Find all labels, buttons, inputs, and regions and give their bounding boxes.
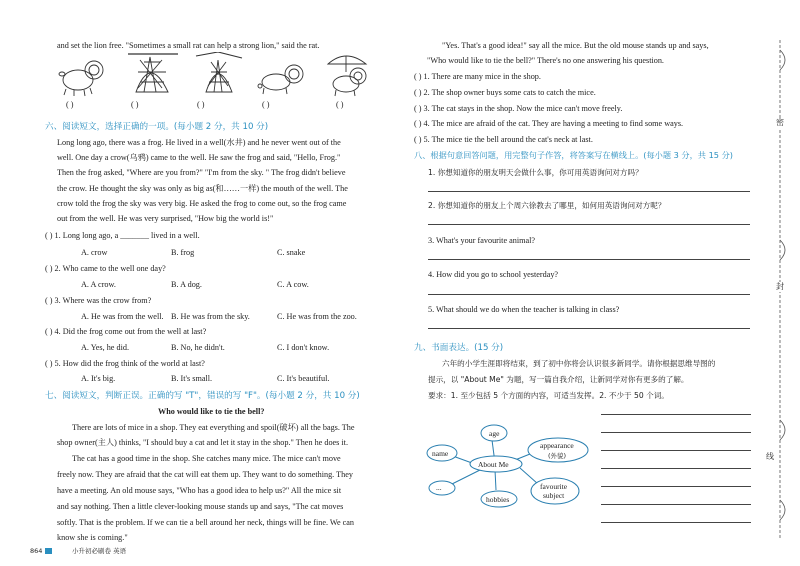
story-ending-line: and set the lion free. "Sometimes a small rat can help a strong lion," said the rat. (57, 41, 320, 50)
section-6-title: 六、阅读短文，选择正确的一项。(每小题 2 分，共 10 分) (45, 122, 269, 132)
q1-option-c[interactable]: C. snake (277, 248, 306, 257)
question-1[interactable]: ( ) 1. Long long ago, a _______ lived in a well. (45, 231, 200, 240)
mindmap-favourite: favourite (540, 482, 568, 491)
writing-prompt-1: 六年的小学生涯即将结束，到了初中你将会认识很多新同学。请你根据思维导图的 (442, 359, 716, 368)
lion-picture-1 (59, 61, 103, 96)
answer-line-1[interactable] (428, 191, 750, 192)
writing-line-1[interactable] (601, 414, 751, 415)
writing-line-5[interactable] (601, 486, 751, 487)
section-8-title: 八、根据句意回答问题，用完整句子作答，将答案写在横线上。(每小题 3 分，共 15 分) (414, 150, 733, 160)
sec8-question-4: 4. How did you go to school yesterday? (428, 270, 559, 279)
passage-line-5: have a meeting. An old mouse says, "Who has a good idea to help us?" All the mice sit (57, 486, 342, 495)
writing-line-2[interactable] (601, 432, 751, 433)
passage-line-8: know she is coming." (57, 533, 128, 542)
passage-line-4: freely now. They are afraid that the cat will eat them up. They want to do something. They (57, 470, 353, 479)
q2-option-c[interactable]: C. A cow. (277, 280, 309, 289)
lion-in-net-picture (128, 54, 178, 92)
story-line-3: Then the frog asked, "Where are you from?" "I'm from the sky. " The frog didn't believe (57, 168, 346, 177)
tf-question-2[interactable]: ( ) 2. The shop owner buys some cats to catch the mice. (414, 88, 596, 97)
sec8-question-1: 1. 你想知道你的朋友明天会做什么事，你可用英语询问对方吗？ (428, 168, 643, 177)
mindmap-hobbies: hobbies (486, 495, 510, 504)
mindmap-subject: subject (543, 491, 565, 500)
about-me-mindmap (420, 418, 600, 518)
q5-option-b[interactable]: B. It's small. (171, 374, 213, 383)
mindmap-age: age (489, 429, 500, 438)
mindmap-more: ... (436, 483, 442, 492)
picture-sequence (56, 52, 386, 103)
writing-line-6[interactable] (601, 504, 751, 505)
writing-line-3[interactable] (601, 450, 751, 451)
picture-answer-3[interactable]: ( ) (197, 100, 205, 109)
mindmap-center: About Me (478, 460, 509, 469)
q1-option-a[interactable]: A. crow (81, 248, 108, 257)
tf-question-3[interactable]: ( ) 3. The cat stays in the shop. Now the mice can't move freely. (414, 104, 623, 113)
question-2[interactable]: ( ) 2. Who came to the well one day? (45, 264, 166, 273)
passage-continuation-1: "Yes. That's a good idea!" say all the mice. But the old mouse stands up and says, (442, 41, 709, 50)
tf-question-5[interactable]: ( ) 5. The mice tie the bell around the cat's neck at last. (414, 135, 593, 144)
seal-char-1: 密 (776, 118, 784, 127)
answer-line-3[interactable] (428, 259, 750, 260)
story-line-1: Long long ago, there was a frog. He lived in a well(水井) and he never went out of the (57, 138, 341, 147)
section-7-title: 七、阅读短文，判断正误。正确的写 "T"，错误的写 "F"。(每小题 2 分，共 10 分) (45, 391, 360, 401)
q5-option-c[interactable]: C. It's beautiful. (277, 374, 330, 383)
q3-option-c[interactable]: C. He was from the zoo. (277, 312, 357, 321)
picture-answer-4[interactable]: ( ) (262, 100, 270, 109)
q5-option-a[interactable]: A. It's big. (81, 374, 116, 383)
passage-line-3: The cat has a good time in the shop. She catches many mice. The mice can't move (72, 454, 341, 463)
picture-answer-1[interactable]: ( ) (66, 100, 74, 109)
mindmap-appearance: appearance (540, 441, 574, 450)
mindmap-appearance-cn: (外貌) (548, 452, 567, 460)
rat-biting-net-picture (196, 52, 242, 92)
q4-option-c[interactable]: C. I don't know. (277, 343, 330, 352)
passage-line-6: and say nothing. Then a little clever-looking mouse stands up and says, "The cat moves (57, 502, 344, 511)
picture-answer-5[interactable]: ( ) (336, 100, 344, 109)
passage-line-7: softly. That is the problem. If we can tie a bell around her neck, things will be fine. We can (57, 518, 355, 527)
lion-picture-2 (258, 65, 303, 94)
sec8-question-3: 3. What's your favourite animal? (428, 236, 536, 245)
page-number: 864 (30, 547, 43, 555)
mindmap-name: name (432, 449, 449, 458)
story-line-4: the crow. He thought the sky was only as big as(和……一样) the mouth of the well. The (57, 184, 348, 193)
tf-question-4[interactable]: ( ) 4. The mice are afraid of the cat. They are having a meeting to find some ways. (414, 119, 684, 128)
picture-answer-2[interactable]: ( ) (131, 100, 139, 109)
page-marker (45, 548, 52, 554)
seal-char-3: 线 (766, 452, 774, 461)
sec8-question-2: 2. 你想知道你的朋友上个周六徐教去了哪里，如何用英语询问对方呢？ (428, 201, 666, 210)
answer-line-4[interactable] (428, 294, 750, 295)
q4-option-b[interactable]: B. No, he didn't. (171, 343, 225, 352)
story-line-2: well. One day a crow(乌鸦) came to the well. He saw the frog and said, "Hello, Frog." (57, 153, 341, 162)
q4-option-a[interactable]: A. Yes, he did. (81, 343, 129, 352)
q2-option-b[interactable]: B. A dog. (171, 280, 202, 289)
writing-prompt-2: 提示，以 "About Me" 为题，写一篇自我介绍，让新同学对你有更多的了解。 (428, 375, 689, 384)
question-3[interactable]: ( ) 3. Where was the crow from? (45, 296, 152, 305)
writing-line-4[interactable] (601, 468, 751, 469)
node-ellipsis (429, 481, 455, 495)
passage-title: Who would like to tie the bell? (158, 407, 265, 416)
story-line-6: out from the well. He was very surprised, "How big the world is!" (57, 214, 274, 223)
passage-continuation-2: "Who would like to tie the bell?" There's no one answering his question. (427, 56, 664, 65)
passage-line-1: There are lots of mice in a shop. They eat everything and spoil(破坏) all the bags. The (72, 423, 355, 432)
q2-option-a[interactable]: A. A crow. (81, 280, 116, 289)
answer-line-5[interactable] (428, 328, 750, 329)
q1-option-b[interactable]: B. frog (171, 248, 195, 257)
sec8-question-5: 5. What should we do when the teacher is talking in class? (428, 305, 620, 314)
section-9-title: 九、书面表达。(15 分) (414, 343, 504, 353)
writing-requirements: 要求：1. 至少包括 5 个方面的内容，可适当发挥。2. 不少于 50 个词。 (428, 391, 669, 400)
writing-line-7[interactable] (601, 522, 751, 523)
question-4[interactable]: ( ) 4. Did the frog come out from the well at last? (45, 327, 207, 336)
answer-line-2[interactable] (428, 224, 750, 225)
lion-picture-3 (328, 56, 366, 96)
passage-line-2: shop owner(主人) thinks, "I should buy a cat and let it stay in the shop." Then he does it. (57, 438, 349, 447)
story-line-5: crow told the frog the sky was very big. He asked the frog to come out, so the frog came (57, 199, 347, 208)
tf-question-1[interactable]: ( ) 1. There are many mice in the shop. (414, 72, 541, 81)
seal-char-2: 封 (776, 282, 784, 291)
q3-option-a[interactable]: A. He was from the well. (81, 312, 164, 321)
footer-book-title: 小升初必刷卷 英语 (72, 547, 127, 555)
q3-option-b[interactable]: B. He was from the sky. (171, 312, 250, 321)
question-5[interactable]: ( ) 5. How did the frog think of the world at last? (45, 359, 205, 368)
